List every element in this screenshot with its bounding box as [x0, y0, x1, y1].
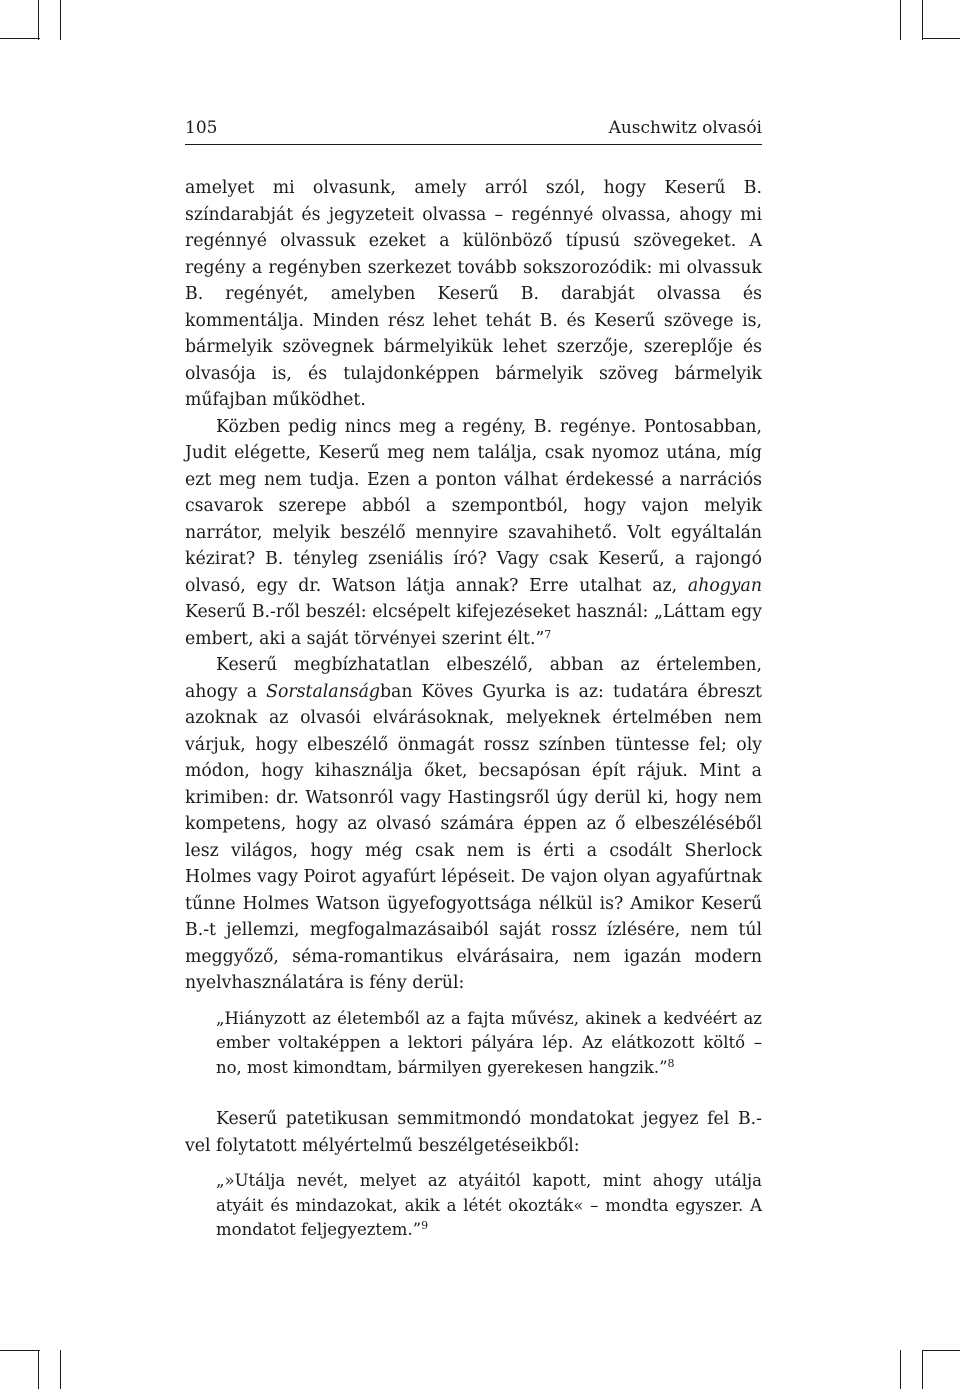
block-quote [216, 1169, 762, 1243]
crop-mark [0, 1350, 40, 1351]
text-run: „Hiányzott az életemből az a fajta művész, akinek a kedvéért az ember voltaképpen a lektori pályára lép. Az elátkozott költő – no, most kimondtam, bármilyen gyerekesen hangzik.” [216, 1008, 762, 1077]
crop-mark [922, 1350, 923, 1389]
crop-mark [900, 1350, 901, 1389]
crop-mark [60, 0, 61, 40]
page-body [185, 175, 762, 1253]
block-quote [216, 1007, 762, 1081]
running-title: Auschwitz olvasói [608, 118, 762, 138]
crop-mark [38, 1350, 39, 1389]
footnote-ref: 9 [421, 1219, 429, 1232]
footnote-ref: 8 [667, 1056, 675, 1070]
crop-mark [922, 1350, 960, 1351]
text-run: Közben pedig nincs meg a regény, B. regénye. Pontosabban, Judit elégette, Keserű meg nem találja, csak nyomoz utána, míg ezt meg nem tudja. Ezen a ponton válhat érdekessé a narrációs csavarok szerepe abból a szempontból, hogy vajon melyik narrátor, melyik beszélő mennyire szavahihető. Volt egyáltalán kézirat? B. tényleg zseniális író? Vagy csak Keserű, a rajongó olvasó, egy dr. Watson látja annak? Erre utalhat az, [185, 416, 762, 596]
crop-mark [38, 0, 39, 40]
spacer [185, 1090, 762, 1106]
text-run: amelyet mi olvasunk, amely arról szól, hogy Keserű B. színdarabját és jegyzeteit olvassa – regénnyé olvassa, ahogy mi regénnyé olvassuk ezeket a különböző típusú szövegeket. A regény a regényben szerkezet tovább sokszorozódik: mi olvassuk B. regényét, amelyben Keserű B. darabját olvassa és kommentálja. Minden rész lehet tehát B. és Keserű szövege is, bármelyik szövegnek bármelyikük lehet szerzője, szereplője és olvasója is, és tulajdonképpen bármelyik szöveg bármelyik műfajban működhet. [185, 178, 762, 410]
crop-mark [922, 38, 960, 39]
crop-mark [922, 0, 923, 40]
footnote-ref: 7 [544, 627, 552, 641]
running-header [185, 118, 762, 145]
text-run: Keserű B.-ről beszél: elcsépelt kifejezéseket használ: „Láttam egy embert, aki a saját törvényei szerint élt.” [185, 602, 762, 649]
text-run: Keserű patetikusan semmitmondó mondatokat jegyez fel B.-vel folytatott mélyértelmű beszélgetéseikből: [185, 1109, 762, 1156]
text-run: Keserű megbízhatatlan elbeszélő, abban az értelemben, ahogy a [185, 655, 762, 702]
emphasis: ahogyan [687, 575, 762, 596]
crop-mark [900, 0, 901, 40]
paragraph [185, 1106, 762, 1159]
text-run: ban Köves Gyurka is az: tudatára ébreszt azoknak az olvasói elvárásoknak, melyeknek értelmében nem várjuk, hogy elbeszélő önmagát rossz színben tüntesse fel; oly módon, hogy kihasználja őket, becsapósan épít rájuk. Mint a krimiben: dr. Watsonról vagy Hastingsről úgy derül ki, hogy nem kompetens, hogy az olvasó számára éppen az ő elbeszéléséből lesz világos, hogy még csak nem is érti a csodált Sherlock Holmes vagy Poirot agyafúrt lépéseit. De vajon olyan agyafúrtnak tűnne Holmes Watson ügyefogyottsága nélkül is? Amikor Keserű B.-t jellemzi, megfogalmazásaiból saját rossz ízlésére, nem túl meggyőző, séma-romantikus elvárásaira, nem igazán modern nyelvhasználatára is fény derül: [185, 681, 762, 993]
crop-mark [0, 38, 40, 39]
text-run: „»Utálja nevét, melyet az atyáitól kapott, mint ahogy utálja atyáit és mindazokat, akik a létét okozták« – mondta egyszer. A mondatot feljegyeztem.” [216, 1171, 762, 1239]
paragraph [185, 652, 762, 997]
crop-mark [60, 1350, 61, 1389]
emphasis: Sorstalanság [266, 681, 380, 702]
paragraph [185, 175, 762, 414]
page-number: 105 [185, 118, 218, 138]
paragraph [185, 414, 762, 653]
